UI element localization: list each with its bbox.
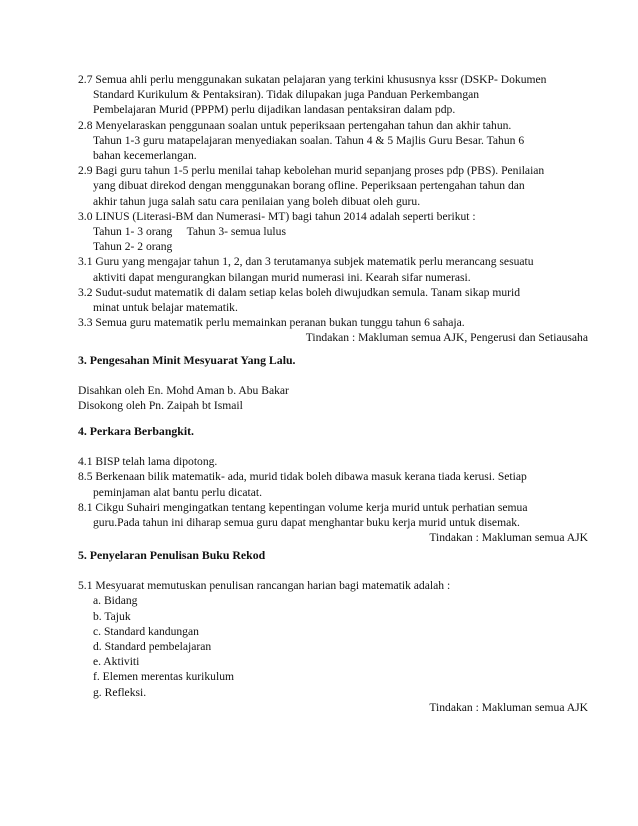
para-8-1-line-1: 8.1 Cikgu Suhairi mengingatkan tentang kepentingan volume kerja murid untuk perhatian semua (78, 500, 528, 514)
section-5-heading: 5. Penyelaran Penulisan Buku Rekod (78, 548, 266, 562)
section-3 (78, 353, 588, 414)
tindakan-section-2: Tindakan : Makluman semua AJK, Pengerusi dan Setiausaha (305, 331, 588, 345)
list-item-bidang: a. Bidang (93, 594, 138, 608)
section-4 (78, 424, 588, 545)
section-4-heading: 4. Perkara Berbangkit. (78, 424, 194, 438)
para-2-9-line-1: 2.9 Bagi guru tahun 1-5 perlu menilai tahap kebolehan murid sepanjang proses pdp (PBS). Penilaian (78, 164, 545, 178)
list-item-tajuk: b. Tajuk (93, 609, 131, 623)
para-2-8-line-2: Tahun 1-3 guru matapelajaran menyediakan soalan. Tahun 4 & 5 Majlis Guru Besar. Tahun 6 (93, 133, 525, 147)
section-3-heading: 3. Pengesahan Minit Mesyuarat Yang Lalu. (78, 353, 296, 367)
section-5 (78, 548, 588, 715)
para-3-0-line-3: Tahun 2- 2 orang (93, 240, 173, 254)
para-3-0-line-1: 3.0 LINUS (Literasi-BM dan Numerasi- MT) bagi tahun 2014 adalah seperti berikut : (78, 209, 476, 223)
list-item-standard-kandungan: c. Standard kandungan (93, 624, 199, 638)
para-3-1-line-1: 3.1 Guru yang mengajar tahun 1, 2, dan 3 terutamanya subjek matematik perlu merancang sesuatu (78, 255, 534, 269)
disahkan-line: Disahkan oleh En. Mohd Aman b. Abu Bakar (78, 384, 289, 398)
para-8-1-line-2: guru.Pada tahun ini diharap semua guru dapat menghantar buku kerja murid untuk disemak. (93, 516, 520, 530)
disokong-line: Disokong oleh Pn. Zaipah bt Ismail (78, 399, 243, 413)
para-8-5-line-2: peminjaman alat bantu perlu dicatat. (93, 485, 263, 499)
para-5-1-intro: 5.1 Mesyuarat memutuskan penulisan rancangan harian bagi matematik adalah : (78, 579, 451, 593)
para-3-2-line-2: minat untuk belajar matematik. (93, 301, 238, 315)
para-2-9-line-3: akhir tahun juga salah satu cara penilaian yang boleh dibuat oleh guru. (93, 194, 421, 208)
para-2-7-line-3: Pembelajaran Murid (PPPM) perlu dijadikan landasan pentaksiran dalam pdp. (93, 103, 456, 117)
list-item-standard-pembelajaran: d. Standard pembelajaran (93, 640, 212, 654)
para-2-9-line-2: yang dibuat direkod dengan menggunakan borang ofline. Peperiksaan pertengahan tahun dan (93, 179, 525, 193)
para-4-1: 4.1 BISP telah lama dipotong. (78, 455, 218, 469)
tindakan-section-4: Tindakan : Makluman semua AJK (429, 531, 588, 545)
para-8-5-line-1: 8.5 Berkenaan bilik matematik- ada, murid tidak boleh dibawa masuk kerana tiada kerusi. Setiap (78, 470, 527, 484)
para-3-1-line-2: aktiviti dapat mengurangkan bilangan murid numerasi ini. Kearah sifar numerasi. (93, 270, 471, 284)
para-2-7-line-2: Standard Kurikulum & Pentaksiran). Tidak dilupakan juga Panduan Perkembangan (93, 88, 480, 102)
section-2-continuation (78, 72, 588, 346)
tindakan-section-5: Tindakan : Makluman semua AJK (429, 700, 588, 714)
list-item-refleksi: g. Refleksi. (93, 685, 147, 699)
list-item-aktiviti: e. Aktiviti (93, 655, 140, 669)
para-2-7-line-1: 2.7 Semua ahli perlu menggunakan sukatan pelajaran yang terkini khususnya kssr (DSKP- Dokumen (78, 73, 547, 86)
para-2-8-line-1: 2.8 Menyelaraskan penggunaan soalan untuk peperiksaan pertengahan tahun dan akhir tahun. (78, 118, 512, 132)
para-3-0-line-2: Tahun 1- 3 orang Tahun 3- semua lulus (93, 225, 286, 239)
para-3-3-line-1: 3.3 Semua guru matematik perlu memainkan peranan bukan tunggu tahun 6 sahaja. (78, 316, 465, 330)
para-2-8-line-3: bahan kecemerlangan. (93, 149, 197, 163)
list-item-elemen-merentas-kurikulum: f. Elemen merentas kurikulum (93, 670, 235, 684)
para-3-2-line-1: 3.2 Sudut-sudut matematik di dalam setiap kelas boleh diwujudkan semula. Tanam sikap murid (78, 285, 521, 299)
